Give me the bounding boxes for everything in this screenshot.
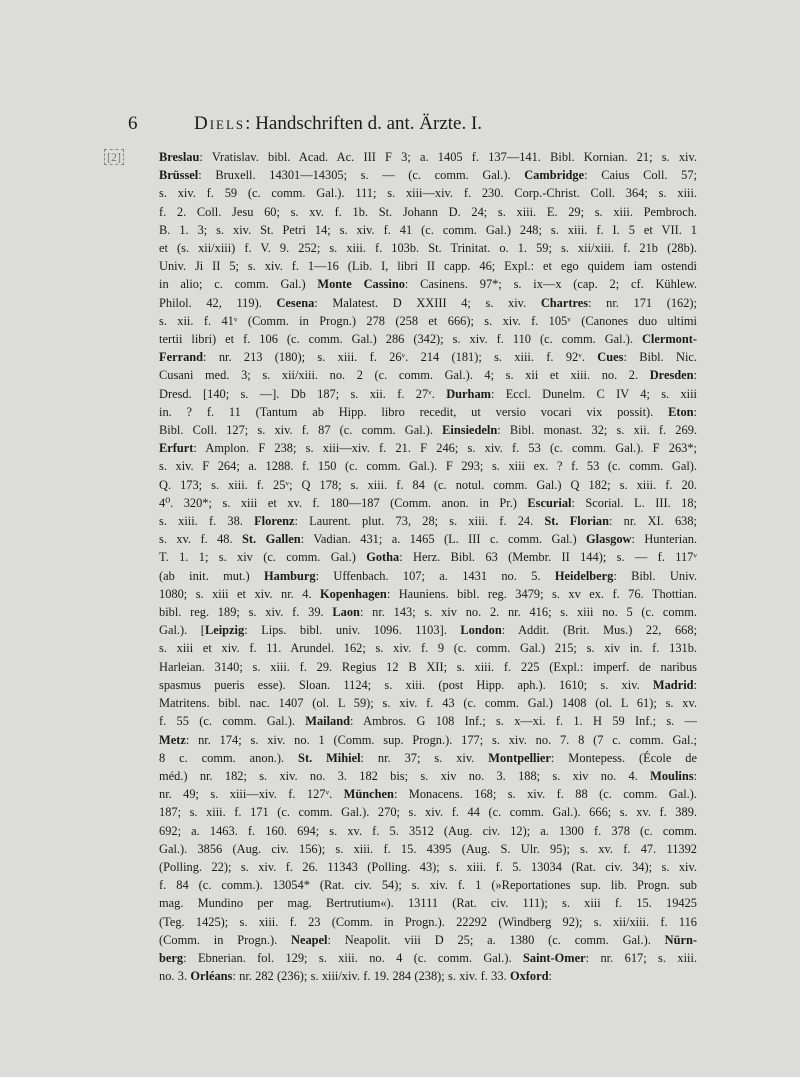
text-line: f. 2. Coll. Jesu 60; s. xv. f. 1b. St. Johann D. 24; s. xiii. E. 29; s. xiii. Pembroch. (159, 204, 697, 219)
text-line: Bibl. Coll. 127; s. xiv. f. 87 (c. comm. Gal.). Einsiedeln: Bibl. monast. 32; s. xii. f. 269. (159, 423, 697, 438)
text-line: Matritens. bibl. nac. 1407 (ol. L 59); s. xiv. f. 43 (c. comm. Gal.) 1408 (ol. L 61); s. xv. (159, 696, 697, 711)
text-line: s. xiii. f. 38. Florenz: Laurent. plut. 73, 28; s. xiii. f. 24. St. Florian: nr. XI. 638; (159, 514, 697, 529)
text-line: Dresd. [140; s. —]. Db 187; s. xii. f. 27ᵛ. Durham: Eccl. Dunelm. C IV 4; s. xiii (159, 386, 697, 401)
margin-note: [2] (104, 149, 124, 165)
text-line: mag. Mundino per mag. Bertrutium«). 13111 (Rat. civ. 111); s. xiii f. 15. 19425 (159, 896, 697, 911)
text-line: Univ. Ji II 5; s. xiv. f. 1—16 (Lib. I, libri II capp. 46; Expl.: et ego quidem iam ostendi (159, 259, 697, 274)
text-line: B. 1. 3; s. xiv. St. Petri 14; s. xiv. f. 41 (c. comm. Gal.) 248; s. xiii. f. I. 5 et VII. 1 (159, 222, 697, 237)
text-line: berg: Ebnerian. fol. 129; s. xiii. no. 4 (c. comm. Gal.). Saint-Omer: nr. 617; s. xiii. (159, 950, 698, 965)
text-line: spasmus pueris esse). Sloan. 1124; s. xiii. (post Hipp. aph.). 1610; s. xiv. Madrid: (159, 677, 697, 692)
header-author: Diels (194, 113, 246, 134)
text-line: in alio; c. comm. Gal.) Monte Cassino: Casinens. 97*; s. ix—x (cap. 2; cf. Kühlew. (159, 277, 697, 292)
text-line: Q. 173; s. xiii. f. 25ᵛ; Q 178; s. xiii. f. 84 (c. notul. comm. Gal.) Q 182; s. xiii. f. 20. (159, 477, 697, 492)
text-line: s. xiv. F 264; a. 1288. f. 150 (c. comm. Gal.). F 293; s. xiii ex. ? f. 53 (c. comm. Gal). (159, 459, 697, 474)
text-line: tertii libri) et f. 106 (c. comm. Gal.) 286 (342); s. xiv. f. 110 (c. comm. Gal.). Clermont- (159, 332, 697, 347)
text-line: no. 3. Orléans: nr. 282 (236); s. xiii/xiv. f. 19. 284 (238); s. xiv. f. 33. Oxford: (159, 969, 552, 984)
text-line: 692; a. 1463. f. 160. 694; s. xv. f. 5. 3512 (Aug. civ. 12); a. 1300 f. 378 (c. comm. (159, 823, 697, 838)
text-line: Ferrand: nr. 213 (180); s. xiii. f. 26ᵛ. 214 (181); s. xiii. f. 92ᵛ. Cues: Bibl. Nic. (159, 350, 697, 365)
text-line: 4⁰. 320*; s. xiii et xv. f. 180—187 (Comm. anon. in Pr.) Escurial: Scorial. L. III. 18; (159, 495, 697, 510)
running-header (128, 112, 708, 136)
text-line: Metz: nr. 174; s. xiv. no. 1 (Comm. sup. Progn.). 177; s. xiv. no. 7. 8 (7 c. comm. Gal.; (159, 732, 697, 747)
text-line: Breslau: Vratislav. bibl. Acad. Ac. III F 3; a. 1405 f. 137—141. Bibl. Kornian. 21; s. xiv. (159, 150, 697, 164)
text-line: nr. 49; s. xiii—xiv. f. 127ᵛ. München: Monacens. 168; s. xiv. f. 88 (c. comm. Gal.). (159, 787, 697, 802)
text-line: (Comm. in Progn.). Neapel: Neapolit. viii D 25; a. 1380 (c. comm. Gal.). Nürn- (159, 932, 697, 947)
text-line: (ab init. mut.) Hamburg: Uffenbach. 107; a. 1431 no. 5. Heidelberg: Bibl. Univ. (159, 568, 697, 583)
text-line: in. ? f. 11 (Tantum ab Hipp. libro recedit, ut versio vocari vix possit). Eton: (159, 404, 697, 419)
text-line: Gal.). 3856 (Aug. civ. 156); s. xiii. f. 15. 4395 (Aug. S. Ulr. 95); s. xv. f. 47. 11392 (159, 841, 697, 856)
page-number: 6 (128, 113, 138, 134)
text-line: s. xv. f. 48. St. Gallen: Vadian. 431; a. 1465 (L. III c. comm. Gal.) Glasgow: Hunterian. (159, 532, 697, 547)
text-line: Harleian. 3140; s. xiii. f. 29. Regius 12 B XII; s. xiii. f. 225 (Expl.: imperf. de naribus (159, 659, 697, 674)
body-text (159, 148, 697, 985)
text-line: Erfurt: Amplon. F 238; s. xiii—xiv. f. 21. F 246; s. xiv. f. 53 (c. comm. Gal.). F 263*; (159, 441, 697, 456)
text-line: s. xii. f. 41ᵛ (Comm. in Progn.) 278 (258 et 666); s. xiv. f. 105ᵛ (Canones duo ultimi (159, 313, 697, 328)
text-line: s. xiv. f. 59 (c. comm. Gal.). 111; s. xiii—xiv. f. 230. Corp.-Christ. Coll. 364; s. xiii. (159, 186, 697, 201)
text-line: s. xiii et xiv. f. 11. Arundel. 162; s. xiv. f. 9 (c. comm. Gal.) 215; s. xiv in. f. 131b. (159, 641, 697, 656)
text-line: (Teg. 1425); s. xiii. f. 23 (Comm. in Progn.). 22292 (Windberg 92); s. xii/xiii. f. 116 (159, 914, 697, 929)
text-line: Philol. 42, 119). Cesena: Malatest. D XXIII 4; s. xiv. Chartres: nr. 171 (162); (159, 295, 698, 310)
text-line: et (s. xii/xiii) f. V. 9. 252; s. xiii. f. 103b. St. Trinitat. o. 1. 59; s. xii/xiii. f. 21b (28b). (159, 241, 697, 256)
text-line: 187; s. xiii. f. 171 (c. comm. Gal.). 270; s. xiv. f. 44 (c. comm. Gal.). 666; s. xv. f. 389. (159, 805, 697, 820)
text-line: Cusani med. 3; s. xii/xiii. no. 2 (c. comm. Gal.). 4; s. xii et xiii. no. 2. Dresden: (159, 368, 697, 383)
header-title: : Handschriften d. ant. Ärzte. I. (245, 113, 483, 134)
text-line: (Polling. 22); s. xiv. f. 26. 11343 (Polling. 43); s. xiii. f. 5. 13034 (Rat. civ. 34); s. xiv. (159, 859, 697, 874)
text-line: f. 55 (c. comm. Gal.). Mailand: Ambros. G 108 Inf.; s. x—xi. f. 1. H 59 Inf.; s. — (159, 714, 697, 729)
text-line: méd.) nr. 182; s. xiv. no. 3. 182 bis; s. xiv no. 3. 188; s. xiv no. 4. Moulins: (159, 768, 697, 783)
text-line: f. 84 (c. comm.). 13054* (Rat. civ. 54); s. xiv. f. 1 (»Reportationes sup. lib. Progn. sub (159, 878, 697, 893)
text-line: 8 c. comm. anon.). St. Mihiel: nr. 37; s. xiv. Montpellier: Montepess. (École de (159, 750, 698, 765)
text-line: Gal.). [Leipzig: Lips. bibl. univ. 1096. 1103]. London: Addit. (Brit. Mus.) 22, 668; (159, 623, 698, 638)
text-line: T. 1. 1; s. xiv (c. comm. Gal.) Gotha: Herz. Bibl. 63 (Membr. II 144); s. — f. 117ᵛ (159, 550, 697, 565)
text-line: Brüssel: Bruxell. 14301—14305; s. — (c. comm. Gal.). Cambridge: Caius Coll. 57; (159, 168, 698, 183)
text-line: 1080; s. xiii et xiv. nr. 4. Kopenhagen: Hauniens. bibl. reg. 3479; s. xv ex. f. 76. Thottian. (159, 586, 697, 601)
text-line: bibl. reg. 189; s. xiv. f. 39. Laon: nr. 143; s. xiv no. 2. nr. 416; s. xiii no. 5 (c. comm. (159, 605, 697, 620)
